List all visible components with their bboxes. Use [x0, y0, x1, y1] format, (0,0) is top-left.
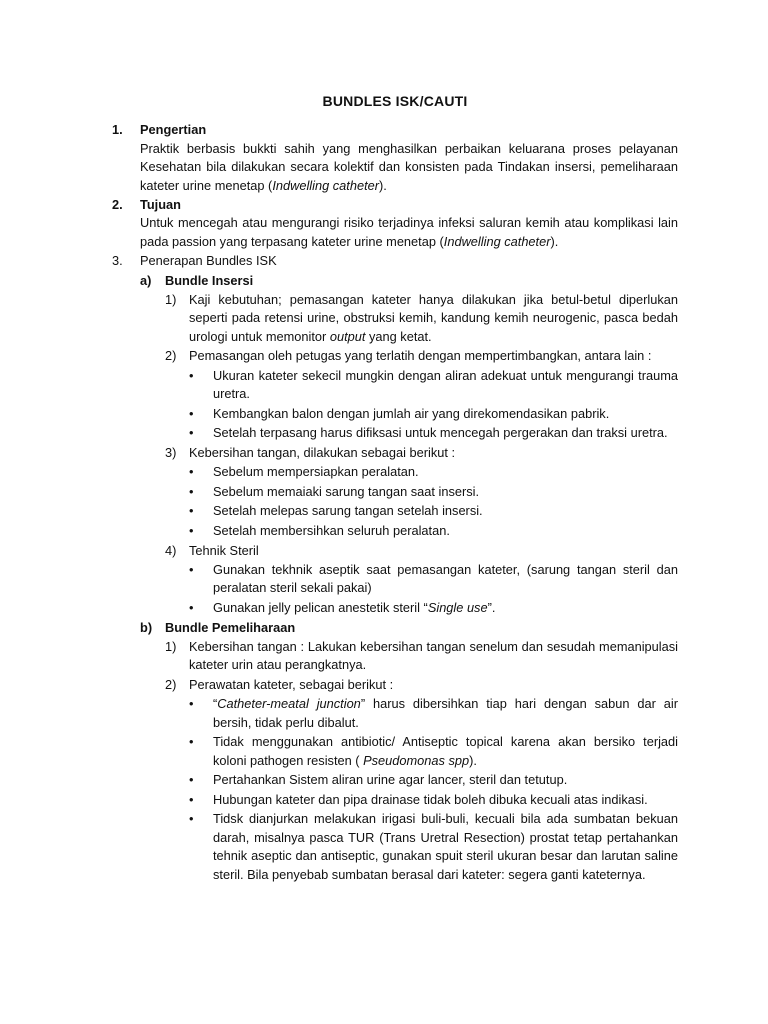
bullet-text: Hubungan kateter dan pipa drainase tidak boleh dibuka kecuali atas indikasi.	[213, 791, 648, 807]
list-item	[165, 542, 678, 560]
italic-term: Catheter-meatal junction	[217, 696, 361, 712]
text-part: ).	[469, 752, 477, 768]
document-title: BUNDLES ISK/CAUTI	[322, 93, 468, 109]
text-part: yang ketat.	[365, 328, 432, 344]
item-number: 2)	[165, 348, 177, 364]
bullet-item	[189, 483, 678, 501]
bullet-icon: •	[189, 562, 194, 578]
item-number: 2)	[165, 676, 177, 692]
bullet-list	[165, 561, 678, 617]
item-text: Kebersihan tangan, dilakukan sebagai berikut :	[189, 444, 456, 460]
bullet-text: Sebelum mempersiapkan peralatan.	[213, 464, 419, 480]
bullet-item	[189, 463, 678, 481]
bullet-text	[213, 733, 678, 770]
bullet-icon: •	[189, 503, 194, 519]
list-item	[165, 444, 678, 462]
italic-term: Indwelling catheter	[443, 233, 551, 249]
item-text: Perawatan kateter, sebagai berikut :	[189, 676, 394, 692]
bullet-text: Setelah melepas sarung tangan setelah insersi.	[213, 503, 483, 519]
section-tujuan	[112, 196, 678, 251]
item-text: Kebersihan tangan : Lakukan kebersihan tangan senelum dan sesudah memanipulasi kateter urin atau perangkatnya.	[189, 639, 678, 673]
italic-term: Single use	[427, 600, 488, 616]
bullet-text: Gunakan tekhnik aseptik saat pemasangan kateter, (sarung tangan steril dan peralatan steril sekali pakai)	[213, 562, 678, 596]
text-part: Tidak menggunakan antibiotic/ Antiseptic topical karena akan bersiko terjadi koloni pathogen resisten (	[213, 734, 678, 768]
bullet-icon: •	[189, 772, 194, 788]
subsection-label: b)	[140, 619, 153, 635]
item-number: 1)	[165, 292, 177, 308]
bullet-text: Setelah terpasang harus difiksasi untuk mencegah pergerakan dan traksi uretra.	[213, 425, 668, 441]
section-pengertian	[112, 121, 678, 195]
bullet-icon: •	[189, 483, 194, 499]
text-part: Gunakan jelly pelican anestetik steril “	[213, 600, 428, 616]
section-number: 3.	[112, 253, 123, 269]
bullet-icon: •	[189, 811, 194, 827]
text-part: ” harus dibersihkan tiap hari dengan sabun dar air bersih, tidak perlu dibalut.	[213, 696, 679, 730]
subsection-label: a)	[140, 272, 152, 288]
bullet-list	[165, 367, 678, 443]
bullet-item	[189, 810, 678, 884]
bullet-icon: •	[189, 405, 194, 421]
bullet-item	[189, 405, 678, 423]
bullet-icon: •	[189, 464, 194, 480]
section-text	[140, 214, 678, 251]
text-part: Untuk mencegah atau mengurangi risiko terjadinya infeksi saluran kemih atau komplikasi lain pada passion yang terpasang kateter urine menetap (	[140, 215, 678, 249]
bullet-text	[213, 599, 678, 617]
italic-term: Pseudomonas spp	[363, 752, 470, 768]
section-heading: Penerapan Bundles ISK	[140, 253, 277, 269]
bullet-item	[189, 424, 678, 442]
bullet-text: Pertahankan Sistem aliran urine agar lancer, steril dan tetutup.	[213, 772, 568, 788]
bullet-text: Tidsk dianjurkan melakukan irigasi buli-buli, kecuali bila ada sumbatan bekuan darah, misalnya pasca TUR (Trans Uretral Resection) prostat tetap pertahankan tehnik aseptic dan antiseptic, gunakan spuit steril ukuran besar dan larutan saline steril. Bila penyebab sumbatan berasal dari kateter: segera ganti kateternya.	[213, 811, 678, 882]
item-text	[189, 291, 678, 346]
item-number: 4)	[165, 542, 177, 558]
text-part: Praktik berbasis bukkti sahih yang menghasilkan perbaikan keluarana proses pelayanan Kesehatan bila dilakukan secara kolektif dan konsisten pada Tindakan insersi, pemeliharaan kateter urine menetap (	[140, 140, 678, 193]
italic-term: output	[329, 328, 366, 344]
text-part: ).	[550, 233, 559, 249]
section-number: 2.	[112, 197, 123, 213]
subsection-bundle-pemeliharaan	[140, 619, 678, 884]
bullet-item	[189, 502, 678, 520]
list-item	[165, 638, 678, 675]
bullet-icon: •	[189, 734, 194, 750]
bullet-text: Kembangkan balon dengan jumlah air yang direkomendasikan pabrik.	[213, 405, 610, 421]
section-text	[140, 140, 678, 195]
bullet-icon: •	[189, 696, 194, 712]
list-item	[165, 291, 678, 346]
bullet-text: Ukuran kateter sekecil mungkin dengan aliran adekuat untuk mengurangi trauma uretra.	[213, 367, 678, 402]
bullet-text	[213, 695, 678, 732]
bullet-icon: •	[189, 791, 194, 807]
italic-term: Indwelling catheter	[272, 177, 380, 193]
section-number: 1.	[112, 122, 123, 138]
bullet-item	[189, 771, 678, 789]
item-number: 3)	[165, 444, 177, 460]
bullet-item	[189, 561, 678, 598]
bullet-item	[189, 733, 678, 770]
subsection-bundle-insersi	[140, 272, 678, 618]
bullet-icon: •	[189, 425, 194, 441]
list-item	[165, 347, 678, 365]
item-text: Pemasangan oleh petugas yang terlatih dengan mempertimbangkan, antara lain :	[189, 348, 652, 364]
section-heading: Tujuan	[140, 197, 181, 213]
bullet-text: Sebelum memaiaki sarung tangan saat insersi.	[213, 483, 480, 499]
text-part: ).	[379, 177, 387, 193]
bullet-item	[189, 522, 678, 540]
text-part: Kaji kebutuhan; pemasangan kateter hanya dilakukan jika betul-betul diperlukan seperti pada retensi urine, obstruksi kemih, kandung kemih neurogenic, pasca bedah urologi untuk memonitor	[189, 292, 678, 344]
bullet-icon: •	[189, 600, 194, 616]
bullet-icon: •	[189, 367, 194, 383]
bullet-item	[189, 695, 678, 732]
item-number: 1)	[165, 639, 177, 655]
section-penerapan	[112, 252, 678, 884]
subsection-heading: Bundle Pemeliharaan	[165, 619, 296, 635]
section-heading: Pengertian	[140, 122, 207, 138]
bullet-list	[165, 463, 678, 540]
bullet-icon: •	[189, 523, 194, 539]
list-item	[165, 676, 678, 694]
bullet-item	[189, 367, 678, 404]
bullet-item	[189, 791, 678, 809]
bullet-text: Setelah membersihkan seluruh peralatan.	[213, 523, 450, 539]
item-text: Tehnik Steril	[189, 542, 259, 558]
subsection-heading: Bundle Insersi	[165, 272, 254, 288]
text-part: ”.	[487, 600, 496, 616]
bullet-list	[165, 695, 678, 884]
bullet-item	[189, 599, 678, 617]
text-part: “	[213, 696, 218, 712]
